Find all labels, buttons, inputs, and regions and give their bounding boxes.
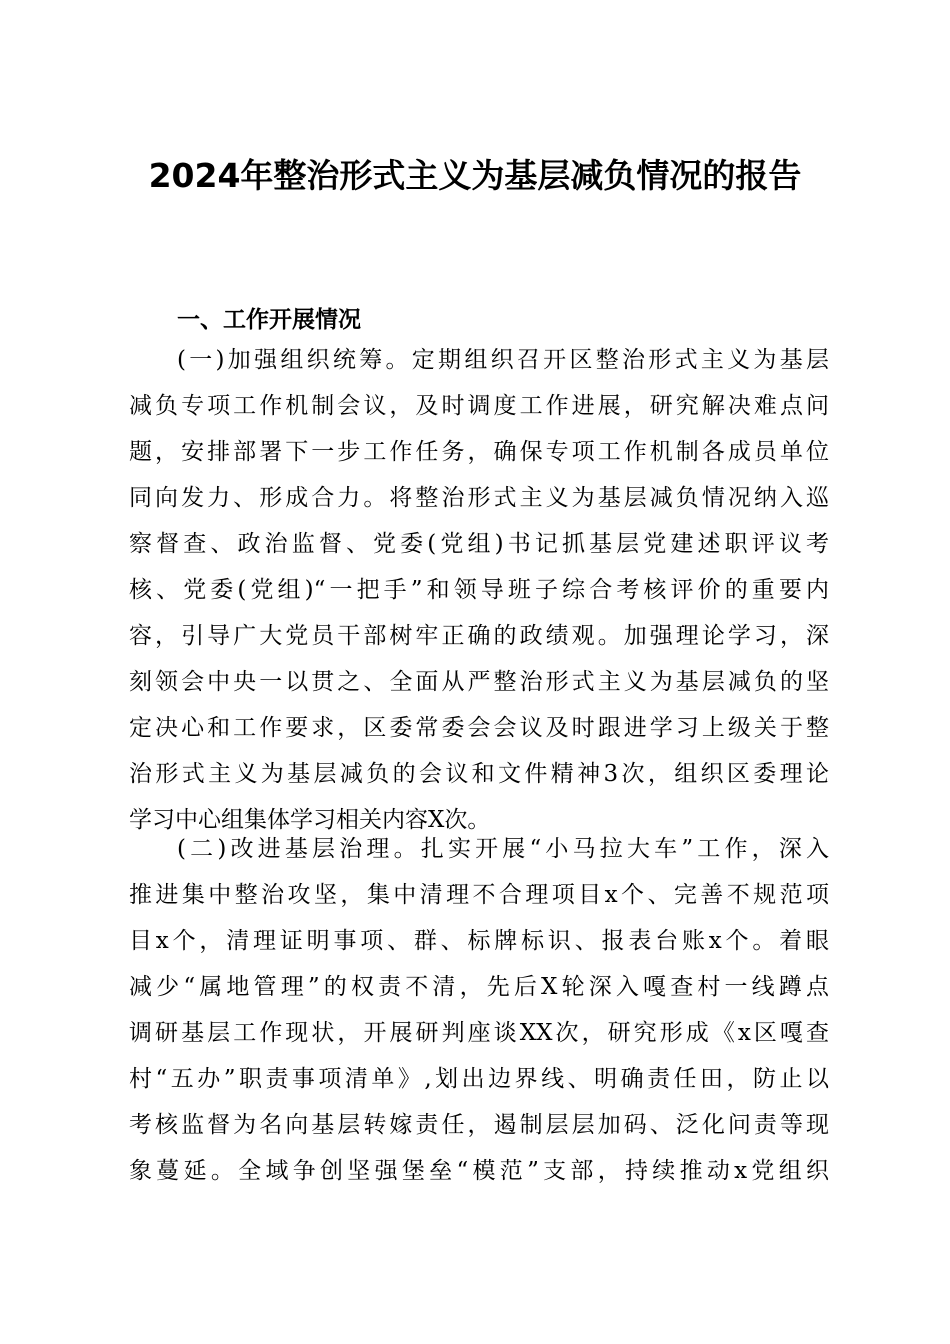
paragraph-organization xyxy=(129,337,829,843)
paragraph-line: 题，安排部署下一步工作任务，确保专项工作机制各成员单位 xyxy=(129,439,829,465)
paragraph-governance xyxy=(129,826,829,1194)
paragraph-line: 刻领会中央一以贯之、全面从严整治形式主义为基层减负的坚 xyxy=(129,669,829,695)
paragraph-line: 学习中心组集体学习相关内容X次。 xyxy=(129,807,491,833)
paragraph-line: 定决心和工作要求，区委常委会会议及时跟进学习上级关于整 xyxy=(129,715,829,741)
paragraph-line: 核、党委(党组)“一把手”和领导班子综合考核评价的重要内 xyxy=(129,577,829,603)
paragraph-line: 减少“属地管理”的权责不清，先后X轮深入嘎查村一线蹲点 xyxy=(129,974,829,1000)
paragraph-line: 察督查、政治监督、党委(党组)书记抓基层党建述职评议考 xyxy=(129,531,829,557)
paragraph-line: (一)加强组织统筹。定期组织召开区整治形式主义为基层 xyxy=(177,347,829,373)
paragraph-line: 推进集中整治攻坚，集中清理不合理项目x个、完善不规范项 xyxy=(129,882,829,908)
paragraph-line: 村“五办”职责事项清单》,划出边界线、明确责任田，防止以 xyxy=(129,1066,829,1092)
paragraph-line: 目x个，清理证明事项、群、标牌标识、报表台账x个。着眼 xyxy=(129,928,829,954)
paragraph-line: 调研基层工作现状，开展研判座谈XX次，研究形成《x区嘎查 xyxy=(129,1020,829,1046)
document-title: 2024年整治形式主义为基层减负情况的报告 xyxy=(148,156,802,195)
paragraph-line: (二)改进基层治理。扎实开展“小马拉大车”工作，深入 xyxy=(177,836,829,862)
paragraph-line: 容，引导广大党员干部树牢正确的政绩观。加强理论学习，深 xyxy=(129,623,829,649)
paragraph-line: 同向发力、形成合力。将整治形式主义为基层减负情况纳入巡 xyxy=(129,485,829,511)
paragraph-line: 治形式主义为基层减负的会议和文件精神3次，组织区委理论 xyxy=(129,761,829,787)
paragraph-line: 考核监督为名向基层转嫁责任，遏制层层加码、泛化问责等现 xyxy=(129,1112,829,1138)
section-heading: 一、工作开展情况 xyxy=(177,307,361,333)
paragraph-line: 象蔓延。全域争创坚强堡垒“模范”支部，持续推动x党组织 xyxy=(129,1158,829,1184)
paragraph-line: 减负专项工作机制会议，及时调度工作进展，研究解决难点问 xyxy=(129,393,829,419)
